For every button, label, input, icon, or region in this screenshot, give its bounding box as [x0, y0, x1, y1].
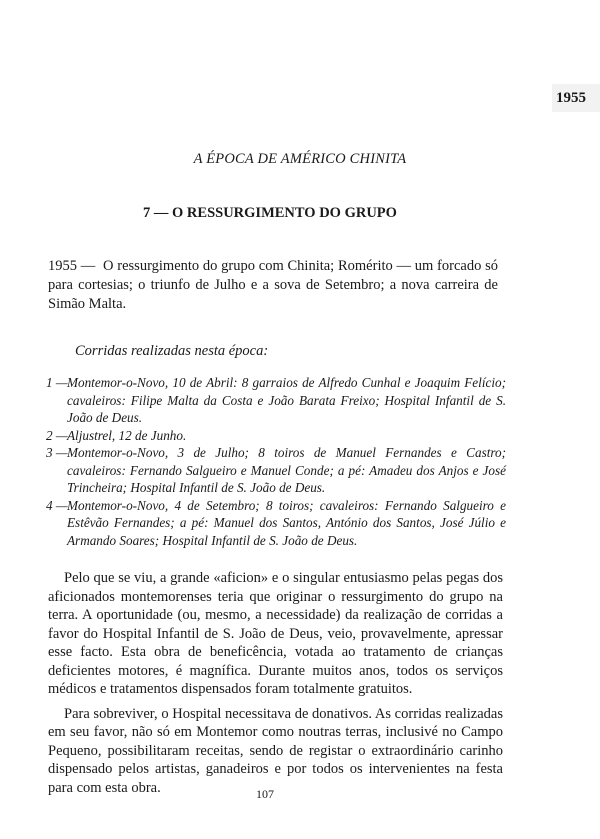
list-item-number: 1 —	[46, 375, 68, 390]
list-item-number: 2 —	[46, 427, 68, 443]
summary-text: O ressurgimento do grupo com Chinita; Romérito — um forcado só para cortesias; o triunfo de Julho e a sova de Setembro; a nova carreira de Simão Malta.	[48, 258, 498, 312]
list-item-text: Montemor-o-Novo, 4 de Setembro; 8 toiros; cavaleiros: Fernando Salgueiro e Estêvão Fernandes; a pé: Manuel dos Santos, António dos Santos, José Júlio e Armando Soares; Hospital Infantil de S. João de Deus.	[67, 497, 506, 548]
corridas-heading: Corridas realizadas nesta época:	[75, 343, 269, 359]
body-text	[48, 569, 503, 803]
list-item	[46, 374, 506, 427]
corridas-list	[46, 374, 506, 549]
list-item-number: 3 —	[46, 445, 68, 460]
summary-year: 1955 —	[48, 258, 96, 274]
body-paragraph: Para sobreviver, o Hospital necessitava de donativos. As corridas realizadas em seu favor, não só em Montemor como noutras terras, inclusivé no Campo Pequeno, possibilitaram receitas, sendo de registar o extraordinário carinho dispensado pelos artistas, ganadeiros e por todos os intervenientes na festa para com esta obra.	[48, 705, 503, 796]
chapter-title: 7 — O RESSURGIMENTO DO GRUPO	[143, 205, 397, 221]
list-item	[46, 444, 506, 497]
body-paragraph: Pelo que se viu, a grande «aficion» e o singular entusiasmo pelas pegas dos aficionados montemorenses teria que originar o ressurgimento do grupo na terra. A oportunidade (ou, mesmo, a necessidade) da realização de corridas a favor do Hospital Infantil de S. João de Deus, veio, provavelmente, apressar esse facto. Esta obra de beneficência, votada ao tratamento de crianças deficientes motores, é magnífica. Durante muitos anos, todos os serviços médicos e tratamentos dispensados foram totalmente gratuitos.	[48, 570, 503, 697]
list-item-text: Montemor-o-Novo, 3 de Julho; 8 toiros de Manuel Fernandes e Castro; cavaleiros: Fernando Salgueiro e Manuel Conde; a pé: Amadeu dos Anjos e José Trincheira; Hospital Infantil de S. João de Deus.	[67, 445, 506, 495]
list-item-text: Montemor-o-Novo, 10 de Abril: 8 garraios de Alfredo Cunhal e Joaquim Felício; cavaleiros: Filipe Malta da Costa e João Barata Freixo; Hospital Infantil de S. João de Deus.	[67, 375, 506, 425]
era-title: A ÉPOCA DE AMÉRICO CHINITA	[193, 151, 407, 167]
chapter-summary	[48, 257, 498, 314]
list-item	[46, 497, 506, 550]
list-item	[46, 427, 506, 445]
year-tab: 1955	[552, 84, 600, 112]
list-item-number: 4 —	[46, 497, 68, 513]
list-item-text: Aljustrel, 12 de Junho.	[67, 427, 187, 443]
page-number: 107	[256, 787, 274, 801]
